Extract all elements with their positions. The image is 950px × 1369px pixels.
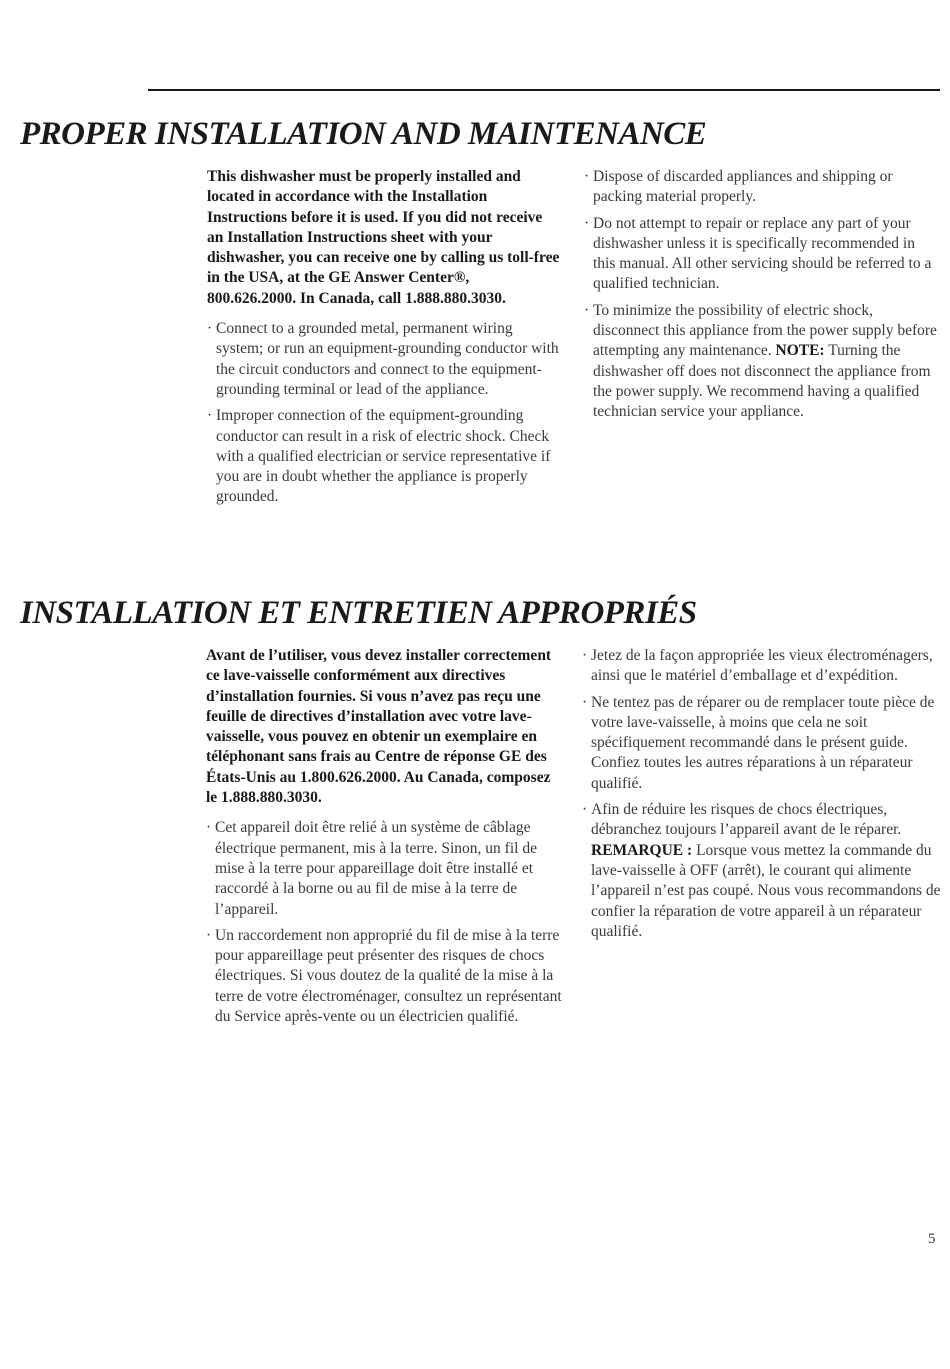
english-bullet-dispose: · Dispose of discarded appliances and shipping or packing material properly. bbox=[584, 168, 893, 206]
bullet-marker: · bbox=[582, 693, 588, 711]
english-right-column bbox=[584, 167, 940, 429]
bullet-marker: · bbox=[206, 819, 212, 837]
french-bullet-grounding: · Cet appareil doit être relié à un système de câblage électrique permanent, mis à la terre. Sinon, un fil de mise à la terre pour appareillage doit être installé et raccordé à la borne ou au fil de mise à la terre de l’appareil. bbox=[206, 819, 537, 918]
english-intro-paragraph: This dishwasher must be properly installed and located in accordance with the Installation Instructions before it is used. If you did not receive an Installation Instructions sheet with your dishwasher, you can receive one by calling us toll-free in the USA, at the GE Answer Center®, 800.626.2000. In Canada, call 1.888.880.3030. bbox=[207, 168, 560, 307]
french-bullet-repair: · Ne tentez pas de réparer ou de remplacer toute pièce de votre lave-vaisselle, à moins que cela ne soit spécifiquement recommandé dans le présent guide. Confiez toutes les autres réparations à un réparateur qualifié. bbox=[582, 693, 935, 792]
bullet-marker: · bbox=[207, 407, 213, 425]
english-left-column bbox=[207, 167, 562, 514]
bullet-marker: · bbox=[206, 926, 212, 944]
french-bullet-dispose: · Jetez de la façon appropriée les vieux électroménagers, ainsi que le matériel d’emballage et d’expédition. bbox=[582, 647, 933, 685]
bullet-marker: · bbox=[584, 214, 590, 232]
french-intro-paragraph: Avant de l’utiliser, vous devez installer correctement ce lave-vaisselle conformément aux directives d’installation fournies. Si vous n’avez pas reçu une feuille de directives d’installation avec votre lave-vaisselle, vous pouvez en obtenir un exemplaire en téléphonant sans frais au Centre de réponse GE des États-Unis au 1.800.626.2000. Au Canada, composez le 1.888.880.3030. bbox=[206, 647, 552, 807]
top-divider-rule bbox=[148, 89, 940, 91]
english-section-title: PROPER INSTALLATION AND MAINTENANCE bbox=[20, 116, 707, 152]
french-right-column bbox=[582, 646, 942, 948]
french-section-title: INSTALLATION ET ENTRETIEN APPROPRIÉS bbox=[20, 595, 697, 631]
remarque-label: REMARQUE : bbox=[591, 841, 693, 859]
note-label: NOTE: bbox=[775, 342, 825, 360]
english-bullet-grounding: · Connect to a grounded metal, permanent wiring system; or run an equipment-grounding conductor with the circuit conductors and connect to the equipment-grounding terminal or lead of the appliance. bbox=[207, 320, 559, 398]
bullet-marker: · bbox=[207, 320, 213, 338]
english-bullet-improper-connection: · Improper connection of the equipment-grounding conductor can result in a risk of electric shock. Check with a qualified electrician or service representative if you are in doubt whether the appliance is properly grounded. bbox=[207, 407, 551, 506]
page-number: 5 bbox=[928, 1231, 936, 1247]
french-bullet-improper-connection: · Un raccordement non approprié du fil de mise à la terre pour appareillage peut présenter des risques de chocs électriques. Si vous doutez de la qualité de la mise à la terre de votre électroménager, consultez un représentant du Service après-vente ou un électricien qualifié. bbox=[206, 926, 562, 1026]
bullet-marker: · bbox=[582, 647, 588, 664]
french-left-column bbox=[206, 646, 564, 1033]
bullet-marker: · bbox=[584, 301, 590, 319]
english-bullet-electric-shock: · To minimize the possibility of electric shock, disconnect this appliance from the power supply before attempting any maintenance. NOTE: Turning the dishwasher off does not disconnect the appliance from the power supply. We recommend having a qualified technician service your appliance. bbox=[584, 301, 937, 421]
english-bullet-repair: · Do not attempt to repair or replace any part of your dishwasher unless it is specifically recommended in this manual. All other servicing should be referred to a qualified technician. bbox=[584, 214, 932, 293]
french-bullet-electric-shock: · Afin de réduire les risques de chocs électriques, débranchez toujours l’appareil avant de le réparer. REMARQUE : Lorsque vous mettez la commande du lave-vaisselle à OFF (arrêt), le courant qui alimente l’appareil n’est pas coupé. Nous vous recommandons de confier la réparation de votre appareil à un réparateur qualifié. bbox=[582, 801, 941, 940]
bullet-marker: · bbox=[582, 801, 588, 819]
bullet-marker: · bbox=[584, 168, 590, 185]
